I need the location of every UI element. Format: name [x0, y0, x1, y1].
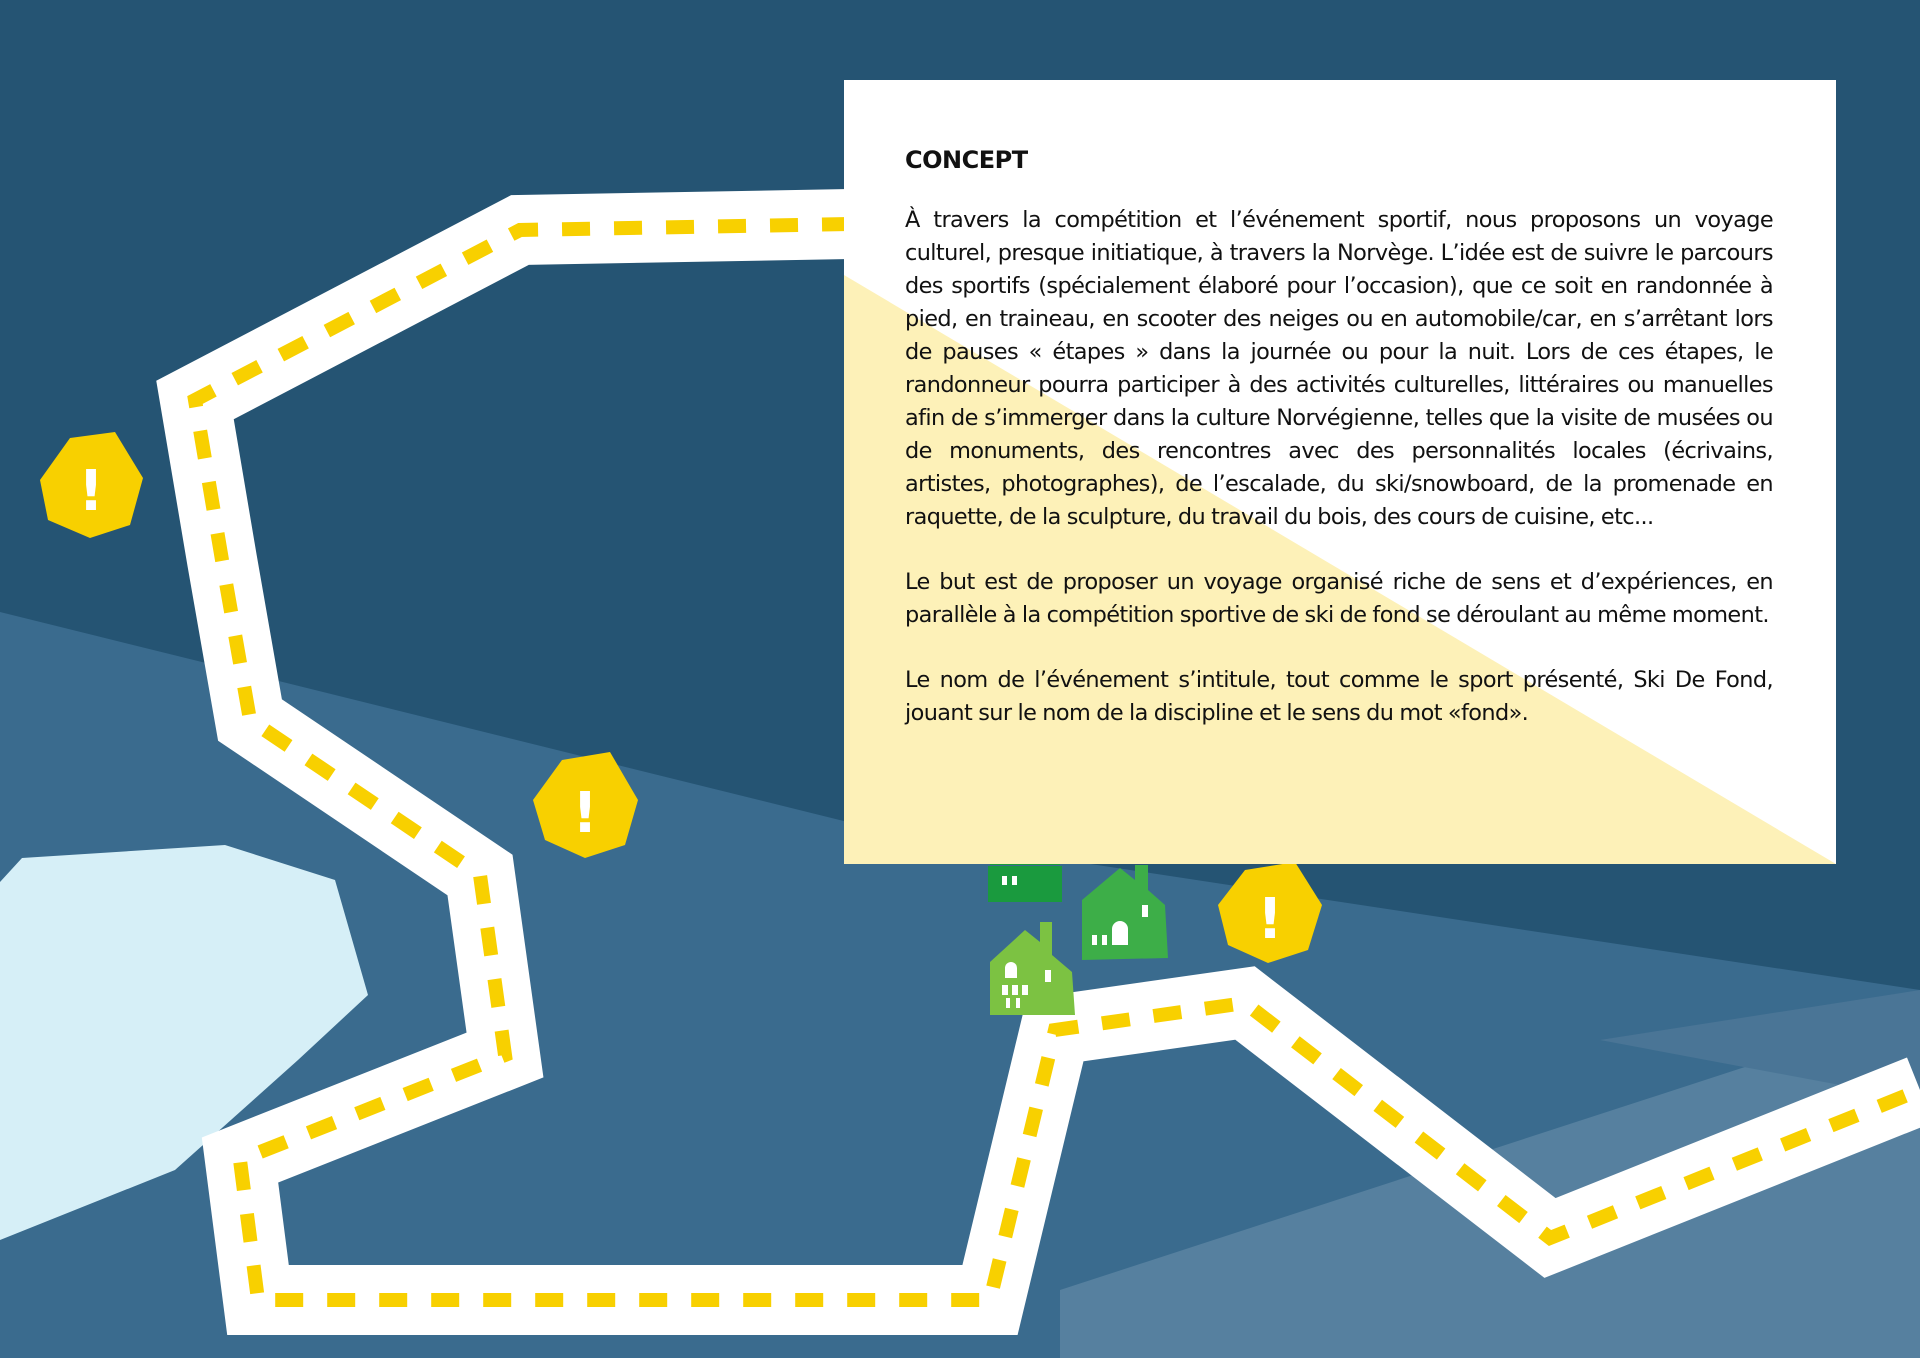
concept-title: CONCEPT: [905, 146, 1028, 174]
concept-paragraph: À travers la compétition et l’événement sportif, nous proposons un voyage culturel, presque initiatique, à travers la Norvège. L’idée est de suivre le parcours des sportifs (spécialement élaboré pour l’occasion), que ce soit en randonnée à pied, en traineau, en scooter des neiges ou en automobile/car, en s’arrêtant lors de pauses « étapes » dans la journée ou pour la nuit. Lors de ces étapes, le randonneur pourra participer à des activités culturelles, littéraires ou manuelles afin de s’immerger dans la culture Norvégienne, telles que la visite de musées ou de monuments, des rencontres avec des personnalités locales (écrivains, artistes, photographes), de l’escalade, du ski/snowboard, de la promenade en raquette, de la sculpture, du travail du bois, des cours de cuisine, etc...: [905, 207, 1773, 530]
concept-text-block: [905, 146, 1773, 762]
concept-paragraph: Le but est de proposer un voyage organisé riche de sens et d’expériences, en parallèle à la compétition sportive de ski de fond se déroulant au même moment.: [905, 569, 1773, 628]
concept-card: [844, 80, 1836, 864]
warning-mark: !: [572, 781, 598, 846]
concept-paragraph: Le nom de l’événement s’intitule, tout comme le sport présenté, Ski De Fond, jouant sur le nom de la discipline et le sens du mot «fond».: [905, 667, 1773, 726]
warning-mark: !: [78, 459, 104, 524]
warning-mark: !: [1257, 887, 1283, 952]
